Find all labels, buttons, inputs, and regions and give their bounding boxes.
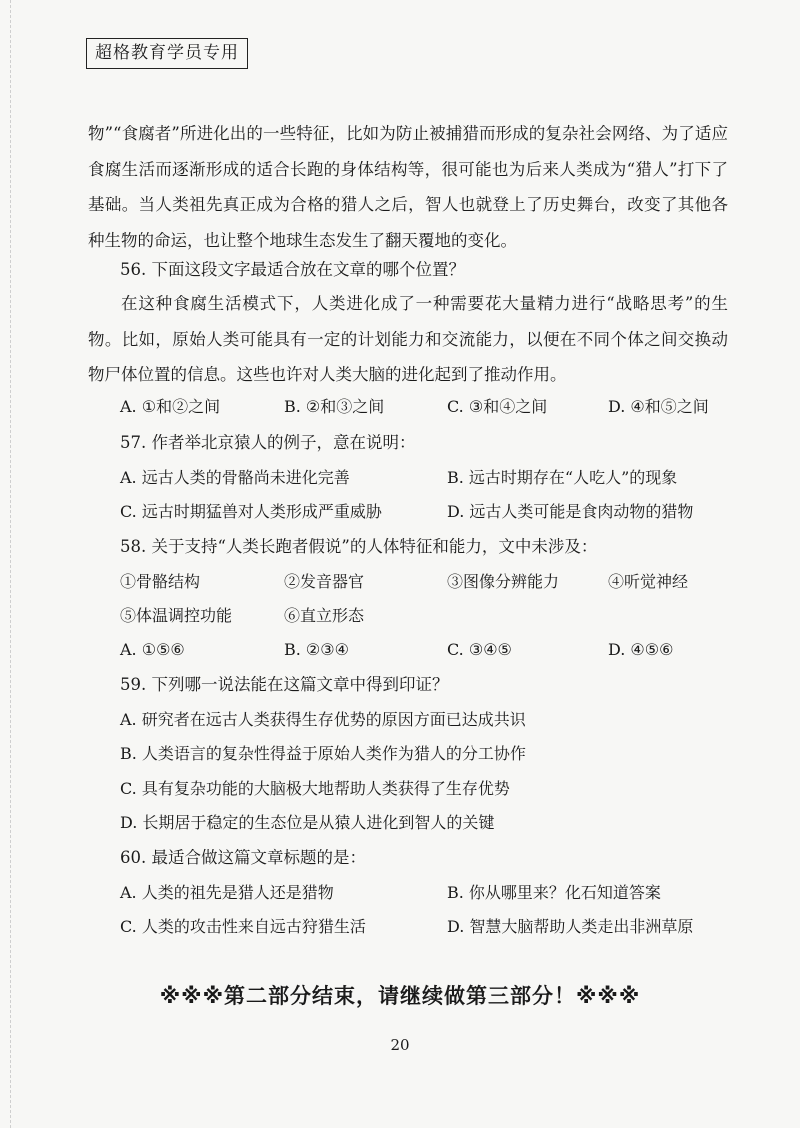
header-label: 超格教育学员专用	[86, 38, 248, 69]
question-56-passage: 在这种食腐生活模式下，人类进化成了一种需要花大量精力进行“战略思考”的生物。比如，原始人类可能具有一定的计划能力和交流能力，以便在不同个体之间交换动物尸体位置的信息。这些也许对人类大脑的进化起到了推动作用。	[88, 294, 728, 384]
section-end-note: ※※※第二部分结束，请继续做第三部分！※※※	[159, 984, 641, 1008]
q59-option-a[interactable]: A. 研究者在远古人类获得生存优势的原因方面已达成共识	[120, 710, 526, 729]
intro-paragraph: 物”“食腐者”所进化出的一些特征，比如为防止被捕猎而形成的复杂社会网络、为了适应食腐生活而逐渐形成的适合长跑的身体结构等，很可能也为后来人类成为“猎人”打下了基础。当人类祖先真正成为合格的猎人之后，智人也就登上了历史舞台，改变了其他各种生物的命运，也让整个地球生态发生了翻天覆地的变化。	[88, 124, 728, 250]
q58-option-c[interactable]: C. ③④⑤	[447, 640, 512, 659]
q59-option-c[interactable]: C. 具有复杂功能的大脑极大地帮助人类获得了生存优势	[120, 779, 510, 798]
q56-option-c[interactable]: C. ③和④之间	[447, 397, 548, 416]
q58-item-5: ⑤体温调控功能	[120, 606, 233, 625]
binding-margin-line	[10, 0, 12, 1128]
q56-option-d[interactable]: D. ④和⑤之间	[608, 397, 709, 416]
q60-option-d[interactable]: D. 智慧大脑帮助人类走出非洲草原	[447, 917, 694, 936]
q58-option-b[interactable]: B. ②③④	[284, 640, 349, 659]
page-number: 20	[390, 1036, 410, 1054]
q58-item-1: ①骨骼结构	[120, 572, 201, 591]
q59-option-b[interactable]: B. 人类语言的复杂性得益于原始人类作为猎人的分工协作	[120, 744, 526, 763]
q59-option-d[interactable]: D. 长期居于稳定的生态位是从猿人进化到智人的关键	[120, 813, 495, 832]
q56-option-b[interactable]: B. ②和③之间	[284, 397, 385, 416]
q58-option-a[interactable]: A. ①⑤⑥	[120, 640, 185, 659]
q58-item-3: ③图像分辨能力	[447, 572, 560, 591]
question-59-stem: 59. 下列哪一说法能在这篇文章中得到印证？	[120, 675, 449, 694]
q58-option-d[interactable]: D. ④⑤⑥	[608, 640, 674, 659]
q60-option-b[interactable]: B. 你从哪里来？化石知道答案	[447, 883, 661, 902]
q60-option-a[interactable]: A. 人类的祖先是猎人还是猎物	[120, 883, 334, 902]
question-57-stem: 57. 作者举北京猿人的例子，意在说明：	[120, 433, 416, 452]
q57-option-b[interactable]: B. 远古时期存在“人吃人”的现象	[447, 468, 678, 487]
q58-item-6: ⑥直立形态	[284, 606, 365, 625]
question-56-stem: 56. 下面这段文字最适合放在文章的哪个位置？	[120, 260, 465, 279]
question-58-stem: 58. 关于支持“人类长跑者假说”的人体特征和能力，文中未涉及：	[120, 537, 598, 556]
q57-option-c[interactable]: C. 远古时期猛兽对人类形成严重威胁	[120, 502, 382, 521]
q60-option-c[interactable]: C. 人类的攻击性来自远古狩猎生活	[120, 917, 366, 936]
q57-option-d[interactable]: D. 远古人类可能是食肉动物的猎物	[447, 502, 694, 521]
question-60-stem: 60. 最适合做这篇文章标题的是：	[120, 848, 366, 867]
q57-option-a[interactable]: A. 远古人类的骨骼尚未进化完善	[120, 468, 350, 487]
q56-option-a[interactable]: A. ①和②之间	[120, 397, 221, 416]
q58-item-4: ④听觉神经	[608, 572, 689, 591]
q58-item-2: ②发音器官	[284, 572, 365, 591]
